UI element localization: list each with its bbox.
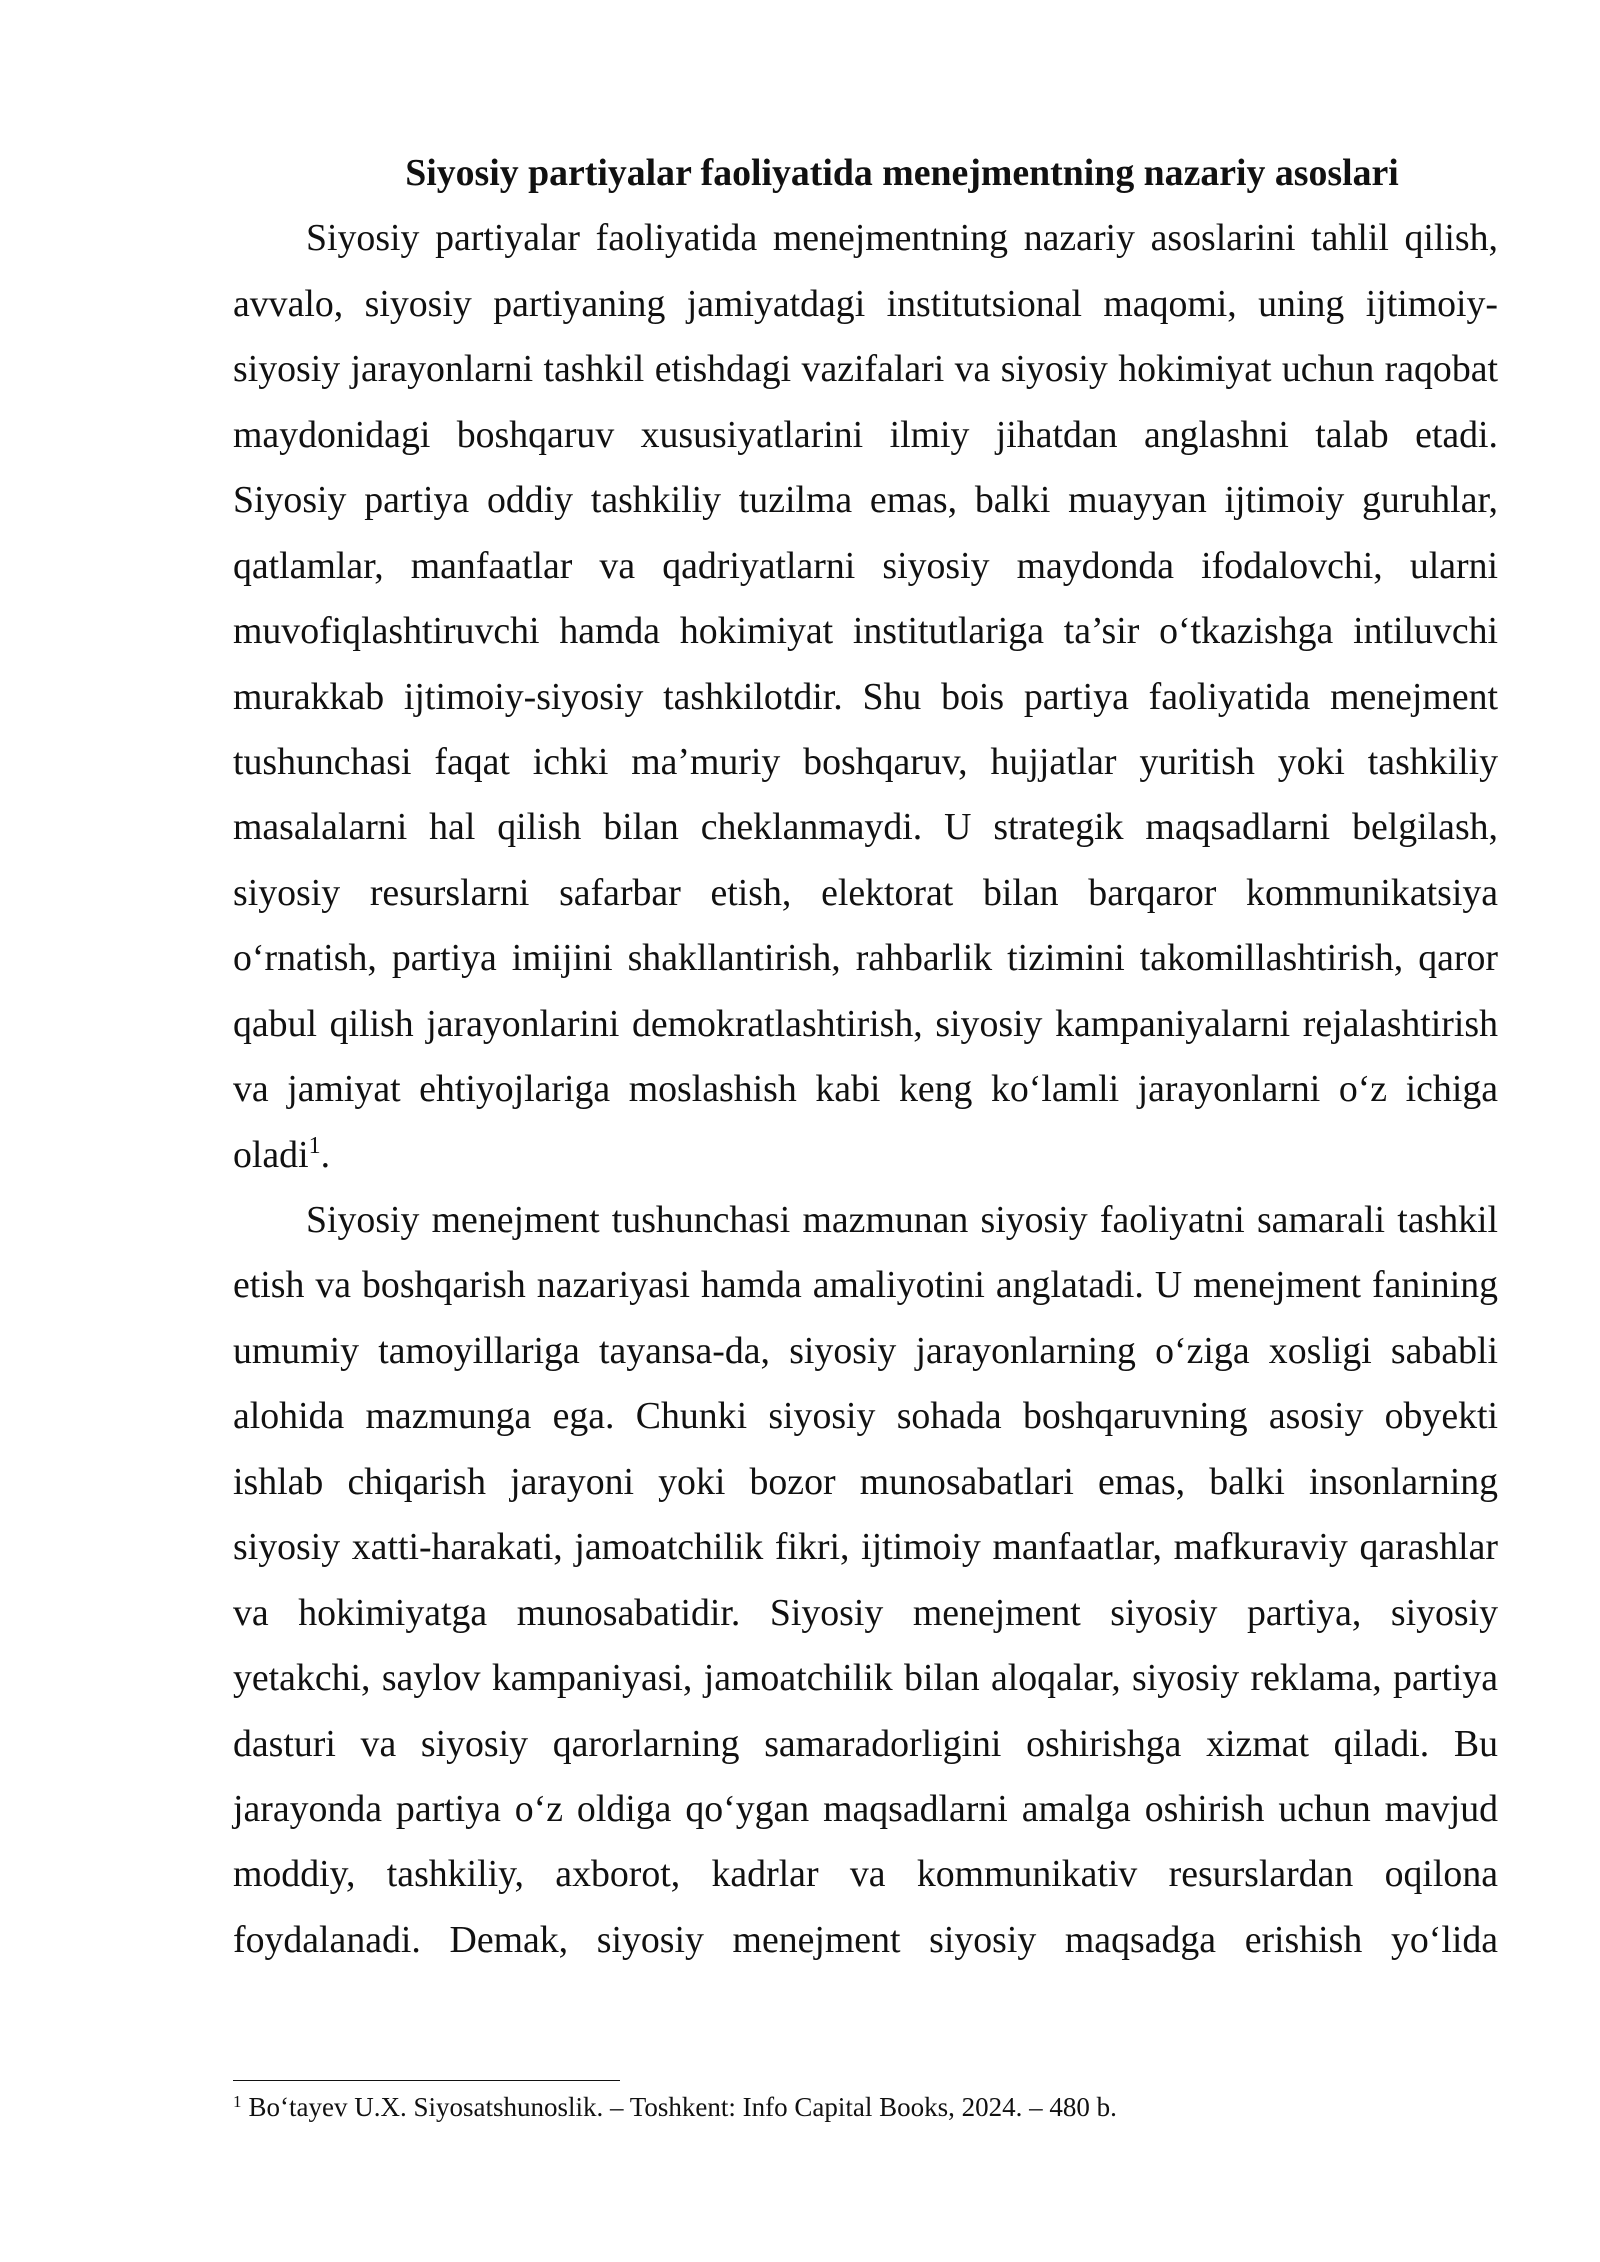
body-text	[233, 141, 1498, 1973]
text-line: umumiy tamoyillariga tayansa-da, siyosiy jarayonlarning o‘ziga xosligi sababli	[233, 1329, 1498, 1372]
text-line: jarayonda partiya o‘z oldiga qo‘ygan maqsadlarni amalga oshirish uchun mavjud	[233, 1787, 1498, 1830]
text-line: va jamiyat ehtiyojlariga moslashish kabi keng ko‘lamli jarayonlarni o‘z ichiga	[233, 1068, 1498, 1111]
text-line: ishlab chiqarish jarayoni yoki bozor munosabatlari emas, balki insonlarning	[233, 1460, 1498, 1503]
paragraph	[233, 1188, 1498, 1973]
text-line: siyosiy resurslarni safarbar etish, elektorat bilan barqaror kommunikatsiya	[233, 871, 1498, 914]
text-line: siyosiy jarayonlarni tashkil etishdagi vazifalari va siyosiy hokimiyat uchun raqobat	[233, 348, 1498, 391]
paragraph	[233, 206, 1498, 1188]
text-line: alohida mazmunga ega. Chunki siyosiy sohada boshqaruvning asosiy obyekti	[233, 1395, 1498, 1438]
text-line: moddiy, tashkiliy, axborot, kadrlar va kommunikativ resurslardan oqilona	[233, 1853, 1498, 1896]
text-line: avvalo, siyosiy partiyaning jamiyatdagi institutsional maqomi, uning ijtimoiy-	[233, 282, 1498, 325]
text-line: Siyosiy menejment tushunchasi mazmunan siyosiy faoliyatni samarali tashkil	[306, 1199, 1498, 1241]
text-line: dasturi va siyosiy qarorlarning samaradorligini oshirishga xizmat qiladi. Bu	[233, 1722, 1498, 1765]
text-line: Siyosiy partiya oddiy tashkiliy tuzilma emas, balki muayyan ijtimoiy guruhlar,	[233, 479, 1498, 522]
footnote	[233, 2092, 1498, 2123]
text-line: yetakchi, saylov kampaniyasi, jamoatchilik bilan aloqalar, siyosiy reklama, partiya	[233, 1657, 1498, 1700]
footnote-separator	[233, 2080, 620, 2081]
text-line: masalalarni hal qilish bilan cheklanmaydi. U strategik maqsadlarni belgilash,	[233, 806, 1498, 849]
text-line: etish va boshqarish nazariyasi hamda amaliyotini anglatadi. U menejment fanining	[233, 1264, 1498, 1307]
text-line: muvofiqlashtiruvchi hamda hokimiyat institutlariga ta’sir o‘tkazishga intiluvchi	[233, 610, 1498, 653]
line-text: .	[320, 1133, 331, 1176]
text-line	[233, 1123, 1498, 1188]
text-line: tushunchasi faqat ichki ma’muriy boshqaruv, hujjatlar yuritish yoki tashkiliy	[233, 740, 1498, 783]
text-line: maydonidagi boshqaruv xususiyatlarini ilmiy jihatdan anglashni talab etadi.	[233, 413, 1498, 456]
text-line: foydalanadi. Demak, siyosiy menejment siyosiy maqsadga erishish yo‘lida	[233, 1918, 1498, 1961]
line-text: oladi	[233, 1133, 309, 1176]
text-line: qabul qilish jarayonlarini demokratlashtirish, siyosiy kampaniyalarni rejalashtirish	[233, 1002, 1498, 1045]
footnote-text: Bo‘tayev U.X. Siyosatshunoslik. – Toshkent: Info Capital Books, 2024. – 480 b.	[248, 2092, 1117, 2122]
text-line: siyosiy xatti-harakati, jamoatchilik fikri, ijtimoiy manfaatlar, mafkuraviy qarashlar	[233, 1526, 1498, 1569]
text-line: o‘rnatish, partiya imijini shakllantirish, rahbarlik tizimini takomillashtirish, qaror	[233, 937, 1498, 980]
document-title: Siyosiy partiyalar faoliyatida menejmentning nazariy asoslari	[405, 152, 1399, 194]
text-line: qatlamlar, manfaatlar va qadriyatlarni siyosiy maydonda ifodalovchi, ularni	[233, 544, 1498, 587]
text-line: va hokimiyatga munosabatidir. Siyosiy menejment siyosiy partiya, siyosiy	[233, 1591, 1498, 1634]
footnote-reference: 1	[308, 1132, 321, 1159]
text-line: Siyosiy partiyalar faoliyatida menejmentning nazariy asoslarini tahlil qilish,	[306, 217, 1498, 260]
text-line: murakkab ijtimoiy-siyosiy tashkilotdir. Shu bois partiya faoliyatida menejment	[233, 675, 1498, 718]
footnote-mark: 1	[233, 2092, 242, 2111]
